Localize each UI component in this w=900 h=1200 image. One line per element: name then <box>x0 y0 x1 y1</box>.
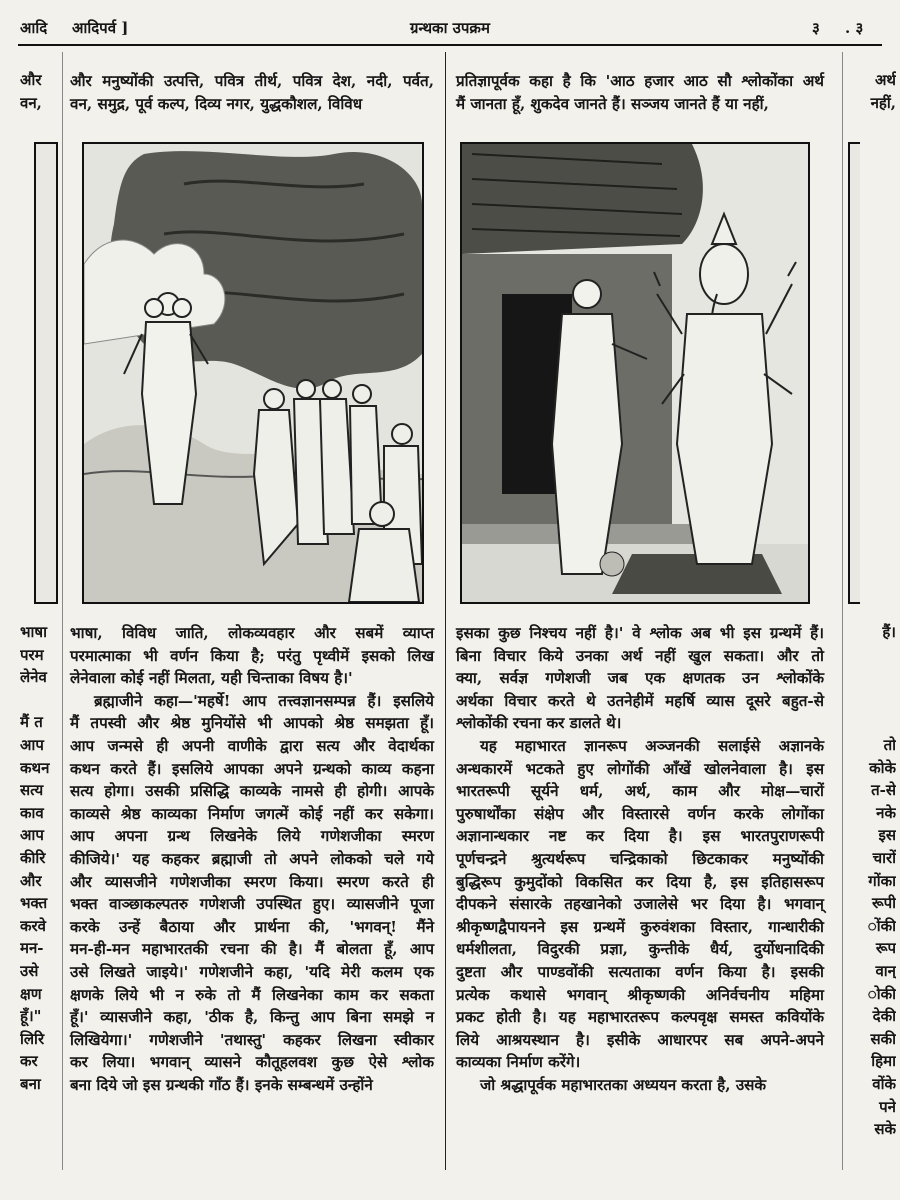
text-line: सत्य होगा। उसकी प्रसिद्धि काव्यके नामसे ही होगी। आपके <box>70 782 434 801</box>
margin-fragment: आप <box>20 826 44 845</box>
page-number: ३ <box>812 19 820 37</box>
prev-page-header-fragment: आदि <box>20 19 48 37</box>
margin-fragment: और <box>20 71 42 89</box>
text-line: आप जन्मसे ही अपनी वाणीके द्वारा सत्य और वेदार्थका <box>70 737 434 755</box>
margin-fragment: तो <box>883 736 896 754</box>
text-line: क्या, सर्वज्ञ गणेशजी जब एक क्षणतक उन श्लोकोंके <box>456 669 824 688</box>
margin-fragment: उसे <box>20 962 39 980</box>
text-line: और व्यासजीने गणेशजीका स्मरण किया। स्मरण करते ही <box>70 872 434 891</box>
illustration-brahma-vyasa <box>82 142 424 604</box>
next-page-number-fragment: . ३ <box>845 19 864 37</box>
text-line: धर्मशीलता, विदुरकी प्रज्ञा, कुन्तीके धैर्य, दुर्योधनादिकी <box>456 940 824 959</box>
text-line: प्रकट होती है। यह महाभारतरूप कल्पवृक्ष समस्त कवियोंके <box>456 1008 824 1027</box>
page-fold-right <box>842 52 843 1170</box>
text-line: वन, समुद्र, पूर्व कल्प, दिव्य नगर, युद्धकौशल, विविध <box>70 94 363 113</box>
text-line: मैं तपस्वी और श्रेष्ठ मुनियोंसे भी आपको श्रेष्ठ समझता हूँ। <box>70 714 434 733</box>
margin-fragment: ोकी <box>867 984 896 1003</box>
text-line: मैं जानता हूँ, शुकदेव जानते हैं। सञ्जय जानते हैं या नहीं, <box>456 94 769 113</box>
margin-fragment: ोंकी <box>867 916 896 935</box>
margin-fragment: वोंके <box>872 1075 896 1093</box>
text-line: पुरुषार्थोंका संक्षेप और विस्तारसे वर्णन करके लोगोंका <box>456 804 824 823</box>
margin-fragment: नहीं, <box>870 93 896 112</box>
text-line: क्षणके लिये भी न रुके तो मैं लिखनेका काम कर सकता <box>70 985 434 1004</box>
column-divider <box>445 52 446 1170</box>
text-line: यह महाभारत ज्ञानरूप अञ्जनकी सलाईसे अज्ञानके <box>480 737 824 755</box>
text-line: कीजिये।' यह कहकर ब्रह्माजी तो अपने लोकको चले गये <box>70 850 434 868</box>
margin-fragment: और <box>20 871 42 890</box>
margin-fragment: मैं त <box>20 713 43 732</box>
margin-fragment: चारों <box>872 849 896 867</box>
margin-fragment: रूपी <box>871 894 896 913</box>
margin-fragment: काव <box>20 803 44 822</box>
margin-fragment: लेनेव <box>20 668 47 687</box>
margin-fragment: आप <box>20 736 44 754</box>
text-line: लेनेवाला कोई नहीं मिलता, यही चिन्ताका विषय है।' <box>70 669 353 688</box>
margin-fragment: अर्थ <box>874 71 896 89</box>
text-line: जो श्रद्धापूर्वक महाभारतका अध्ययन करता है, उसके <box>480 1076 767 1094</box>
text-line: हूँ।' व्यासजीने कहा, 'ठीक है, किन्तु आप बिना समझे न <box>70 1008 434 1027</box>
margin-fragment: देकी <box>872 1007 896 1026</box>
running-title: ग्रन्थका उपक्रम <box>410 19 490 37</box>
text-line: अज्ञानान्धकार नष्ट कर दिया है। इस भारतपुराणरूपी <box>456 827 824 846</box>
margin-fragment: कीरि <box>20 849 46 867</box>
text-line: लिखियेगा।' गणेशजीने 'तथास्तु' कहकर लिखना स्वीकार <box>70 1030 434 1049</box>
header-rule <box>18 44 882 46</box>
text-line: काव्यका निर्माण करेंगे। <box>456 1053 581 1072</box>
text-line: प्रत्येक कथासे भगवान् श्रीकृष्णकी अनिर्वचनीय महिमा <box>456 985 824 1004</box>
text-line: अन्धकारमें भटकते हुए लोगोंकी आँखें खोलनेवाला है। इस <box>456 759 824 778</box>
text-line: बना दिये जो इस ग्रन्थकी गाँठ हैं। इनके सम्बन्धमें उन्होंने <box>70 1076 373 1094</box>
text-line: अर्थका विचार करते थे उतनेहीमें महर्षि व्यास दूसरे बहुत-से <box>456 691 824 710</box>
text-line: काव्यसे श्रेष्ठ काव्यका निर्माण जगत्में कोई नहीं कर सकेगा। <box>70 804 434 823</box>
margin-fragment: वान् <box>875 962 896 980</box>
margin-fragment: लिरि <box>20 1029 45 1048</box>
text-line: बिना विचार किये उनका अर्थ नहीं खुल सकता। और तो <box>456 646 824 665</box>
text-line: कथन करते हैं। इसलिये आपका अपने ग्रन्थको काव्य कहना <box>70 759 434 778</box>
text-line: दुष्टता और पाण्डवोंकी सत्यताका वर्णन किया है। इसकी <box>456 963 824 981</box>
margin-fragment: बना <box>20 1075 41 1093</box>
margin-fragment: कथन <box>20 758 50 777</box>
text-line: इसका कुछ निश्चय नहीं है।' वे श्लोक अब भी इस ग्रन्थमें हैं। <box>456 624 824 642</box>
text-line: श्लोकोंकी रचना कर डालते थे। <box>456 714 622 733</box>
text-line: भारतरूपी सूर्यने धर्म, अर्थ, काम और मोक्ष—चारों <box>456 782 824 801</box>
margin-fragment: हूँ।" <box>20 1007 42 1026</box>
illustration-ganesha-vyasa <box>460 142 810 604</box>
margin-fragment: करवे <box>20 916 46 935</box>
text-line: ब्रह्माजीने कहा—'महर्षे! आप तत्त्वज्ञानसम्पन्न हैं। इसलिये <box>94 691 434 710</box>
margin-fragment: मन- <box>20 939 44 958</box>
margin-fragment: हिमा <box>871 1052 896 1071</box>
margin-fragment: गोंका <box>868 871 896 890</box>
text-line: लिये आश्रयस्थान है। इसीके आधारपर सब अपने-अपने <box>456 1030 824 1049</box>
margin-fragment: हैं। <box>882 623 896 641</box>
text-line: करके उन्हें बैठाया और प्रार्थना की, 'भगवन्! मैंने <box>70 917 434 936</box>
adjacent-illustration-edge <box>34 142 58 604</box>
adjacent-illustration-edge-right <box>848 142 860 604</box>
margin-fragment: भाषा <box>20 623 47 641</box>
text-line: भाषा, विविध जाति, लोकव्यवहार और सबमें व्याप्त <box>70 624 434 642</box>
text-line: परमात्माका भी वर्णन किया है; परंतु पृथ्वीमें इसको लिख <box>70 646 434 665</box>
ganesha-scene-drawing <box>462 144 808 602</box>
text-line: प्रतिज्ञापूर्वक कहा है कि 'आठ हजार आठ सौ श्लोकोंका अर्थ <box>456 72 824 90</box>
margin-fragment: त-से <box>871 781 896 800</box>
margin-fragment: नके <box>876 803 896 822</box>
margin-fragment: क्षण <box>20 984 42 1003</box>
margin-fragment: रूप <box>875 939 896 958</box>
text-line: पूर्णचन्द्रने श्रुत्यर्थरूप चन्द्रिकाको छिटकाकर मनुष्योंकी <box>456 850 824 868</box>
margin-fragment: सके <box>874 1120 896 1139</box>
brahma-scene-drawing <box>84 144 422 602</box>
text-line: बुद्धिरूप कुमुदोंको विकसित कर दिया है, इस इतिहासरूप <box>456 872 824 891</box>
margin-fragment: पने <box>879 1097 896 1116</box>
text-line: और मनुष्योंकी उत्पत्ति, पवित्र तीर्थ, पवित्र देश, नदी, पर्वत, <box>70 72 434 90</box>
text-line: उसे लिखते जाइये।' गणेशजीने कहा, 'यदि मेरी कलम एक <box>70 963 434 981</box>
section-label: आदिपर्व ] <box>72 19 129 37</box>
text-line: आप अपना ग्रन्थ लिखनेके लिये गणेशजीका स्मरण <box>70 827 434 846</box>
margin-fragment: कोके <box>869 758 896 777</box>
margin-fragment: सत्य <box>20 781 44 800</box>
text-line: मन-ही-मन महाभारतकी रचना की है। मैं बोलता हूँ, आप <box>70 940 434 959</box>
margin-fragment: परम <box>20 645 44 664</box>
text-line: दीपकने संसारके तहखानेको उजालेसे भर दिया है। भगवान् <box>456 895 824 914</box>
margin-fragment: कर <box>20 1052 38 1071</box>
text-line: भक्त वाञ्छाकल्पतरु गणेशजी उपस्थित हुए। व्यासजीने पूजा <box>70 895 434 914</box>
margin-fragment: इस <box>878 826 896 845</box>
margin-fragment: भक्त <box>20 894 48 913</box>
margin-fragment: वन, <box>20 93 42 112</box>
text-line: कर लिया। भगवान् व्यासने कौतूहलवश कुछ ऐसे श्लोक <box>70 1053 434 1072</box>
margin-fragment: सकी <box>870 1029 896 1048</box>
text-line: श्रीकृष्णद्वैपायनने इस ग्रन्थमें कुरुवंशका विस्तार, गान्धारीकी <box>456 917 824 936</box>
